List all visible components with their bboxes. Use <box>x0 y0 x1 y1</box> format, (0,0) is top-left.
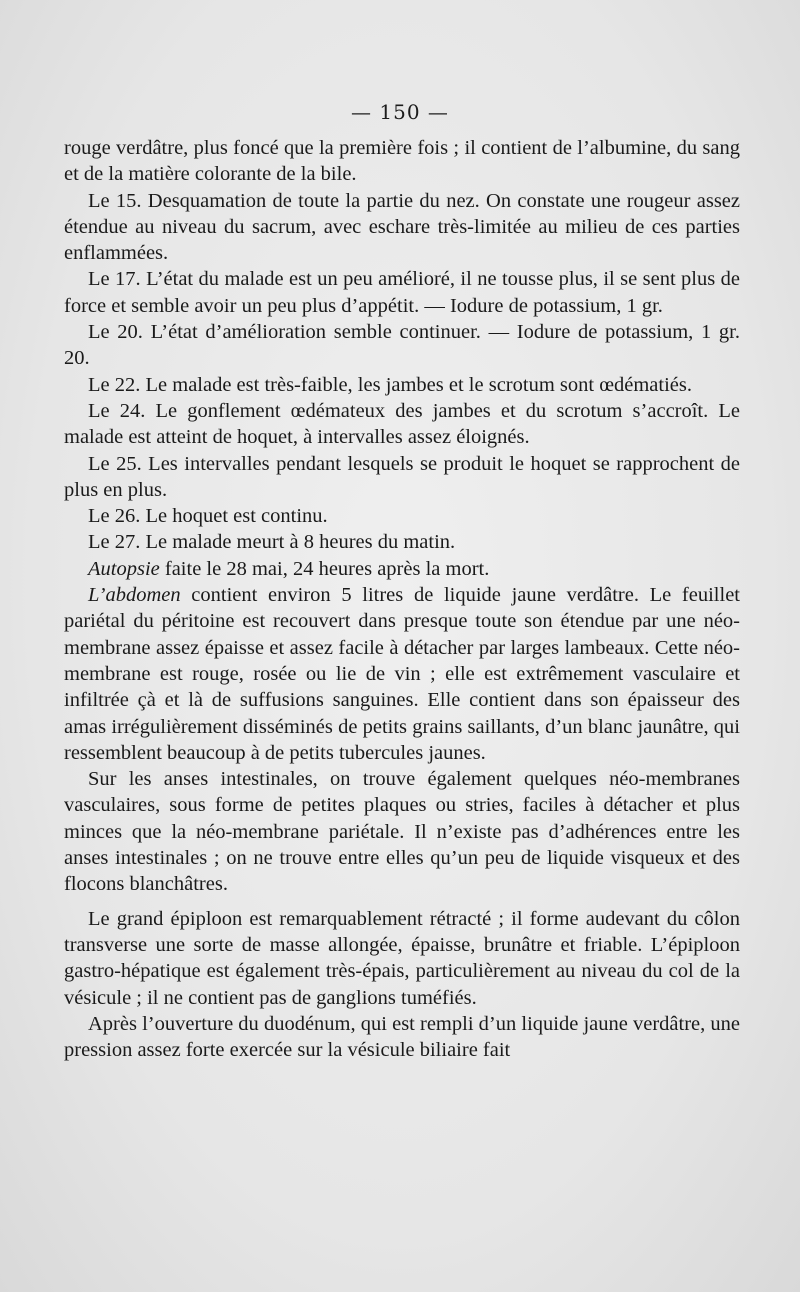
paragraph-continued: rouge verdâtre, plus foncé que la première fois ; il contient de l’albumine, du sang et de la matière colorante de la bile. <box>64 137 740 186</box>
entry-day-26: Le 26. Le hoquet est continu. <box>88 505 328 528</box>
abdomen-lead: L’abdomen <box>88 584 181 607</box>
abdomen-paragraph <box>64 582 740 766</box>
entry-day-22: Le 22. Le malade est très-faible, les jambes et le scrotum sont œdématiés. <box>88 373 692 396</box>
entry-day-24: Le 24. Le gonflement œdémateux des jambes et du scrotum s’accroît. Le malade est atteint de hoquet, à intervalles assez éloignés. <box>64 399 740 449</box>
entry-day-15: Le 15. Desquamation de toute la partie du nez. On constate une rougeur assez étendue au niveau du sacrum, avec eschare très-limitée au milieu de ces parties enflammées. <box>64 189 740 265</box>
entry-day-20: Le 20. L’état d’amélioration semble continuer. — Iodure de potassium, 1 gr. 20. <box>64 321 740 370</box>
abdomen-text: contient environ 5 litres de liquide jaune verdâtre. Le feuillet pariétal du péritoine est recouvert dans presque toute son étendue par une néo-membrane assez épaisse et assez facile à détacher par larges lambeaux. Cette néo-membrane est rouge, rosée ou lie de vin ; elle est extrêmement vasculaire et infiltrée çà et là de suffusions sanguines. Elle contient dans son épaisseur des amas irrégulièrement disséminés de petits grains saillants, d’un blanc jaunâtre, qui ressemblent beaucoup à de petits tubercules jaunes. <box>64 584 740 764</box>
epiploon-paragraph: Le grand épiploon est remarquablement rétracté ; il forme audevant du côlon transverse une sorte de masse allongée, épaisse, brunâtre et friable. L’épiploon gastro-hépatique est également très-épais, particulièrement au niveau du col de la vésicule ; il ne contient pas de ganglions tuméfiés. <box>64 907 740 1009</box>
entry-day-17: Le 17. L’état du malade est un peu amélioré, il ne tousse plus, il se sent plus de force et semble avoir un peu plus d’appétit. — Iodure de potassium, 1 gr. <box>64 268 740 317</box>
entry-day-27: Le 27. Le malade meurt à 8 heures du matin. <box>88 531 456 554</box>
duodenum-paragraph: Après l’ouverture du duodénum, qui est rempli d’un liquide jaune verdâtre, une pression assez forte exercée sur la vésicule biliaire fait <box>64 1012 740 1062</box>
autopsy-intro <box>64 556 740 582</box>
page-number: — 150 — <box>351 100 449 124</box>
autopsy-lead: Autopsie <box>88 557 160 580</box>
intestines-paragraph: Sur les anses intestinales, on trouve également quelques néo-membranes vasculaires, sous forme de petites plaques ou stries, faciles à détacher et plus minces que la néo-membrane pariétale. Il n’existe pas d’adhérences entre les anses intestinales ; on ne trouve entre elles qu’un peu de liquide visqueux et des flocons blanchâtres. <box>64 768 740 896</box>
entry-day-25: Le 25. Les intervalles pendant lesquels se produit le hoquet se rapprochent de plus en plus. <box>64 452 740 501</box>
autopsy-text: faite le 28 mai, 24 heures après la mort. <box>159 557 490 580</box>
body-text <box>64 135 740 1063</box>
